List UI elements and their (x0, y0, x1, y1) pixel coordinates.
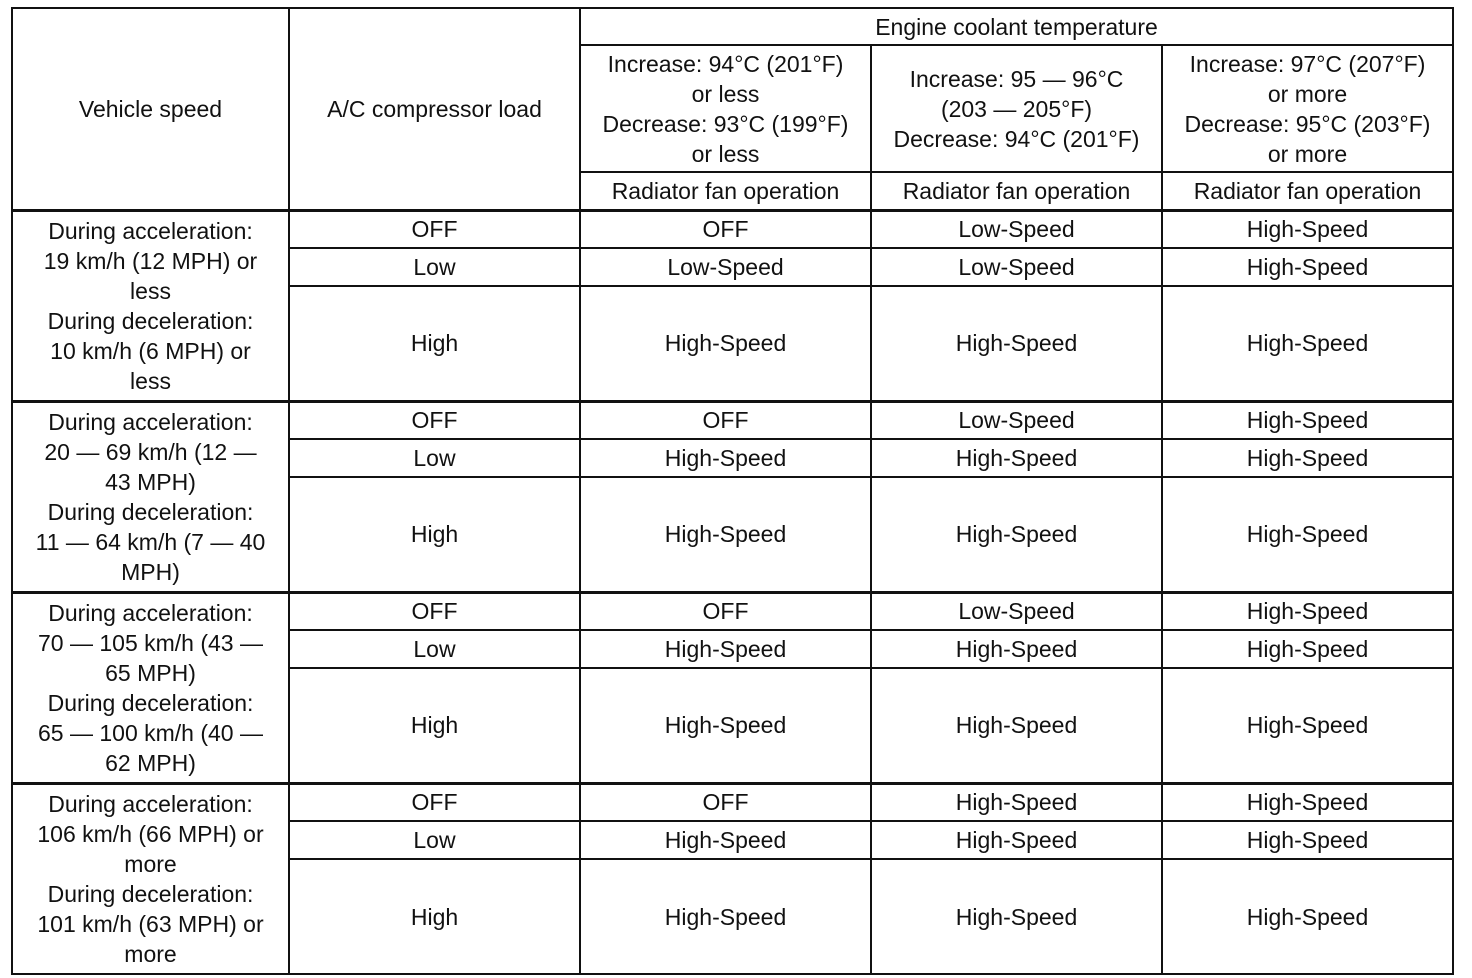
fan-operation-header: Radiator fan operation (580, 172, 871, 210)
fan-operation-header: Radiator fan operation (1162, 172, 1453, 210)
fan-op-cell: High-Speed (1162, 859, 1453, 974)
fan-op-cell: OFF (580, 783, 871, 821)
ac-load-header: A/C compressor load (289, 8, 580, 210)
fan-op-cell: High-Speed (871, 439, 1162, 477)
fan-op-cell: High-Speed (871, 477, 1162, 592)
fan-op-cell: High-Speed (1162, 783, 1453, 821)
ac-load-cell: OFF (289, 210, 580, 248)
table-row (12, 401, 1453, 439)
ac-load-cell: OFF (289, 592, 580, 630)
fan-op-cell: High-Speed (1162, 210, 1453, 248)
temp-range-low: Increase: 94°C (201°F) or less Decrease: 93°C (199°F) or less (580, 45, 871, 172)
fan-op-cell: High-Speed (580, 630, 871, 668)
fan-op-cell: High-Speed (1162, 477, 1453, 592)
fan-op-cell: High-Speed (1162, 439, 1453, 477)
radiator-fan-table (11, 7, 1454, 975)
ac-load-cell: Low (289, 630, 580, 668)
ac-load-cell: High (289, 477, 580, 592)
fan-operation-header: Radiator fan operation (871, 172, 1162, 210)
fan-op-cell: High-Speed (871, 668, 1162, 783)
ac-load-cell: OFF (289, 401, 580, 439)
temp-range-mid: Increase: 95 — 96°C (203 — 205°F) Decrease: 94°C (201°F) (871, 45, 1162, 172)
fan-op-cell: High-Speed (580, 668, 871, 783)
coolant-temp-header: Engine coolant temperature (580, 8, 1453, 45)
fan-op-cell: High-Speed (1162, 401, 1453, 439)
fan-op-cell: Low-Speed (580, 248, 871, 286)
table-header (12, 8, 1453, 210)
table-row (12, 592, 1453, 630)
table-row (12, 210, 1453, 248)
vehicle-speed-cell: During acceleration: 70 — 105 km/h (43 — 65 MPH) During deceleration: 65 — 100 km/h (40 — 62 MPH) (12, 592, 289, 783)
fan-op-cell: High-Speed (580, 286, 871, 401)
ac-load-cell: High (289, 668, 580, 783)
fan-op-cell: Low-Speed (871, 592, 1162, 630)
fan-op-cell: High-Speed (1162, 630, 1453, 668)
fan-op-cell: High-Speed (871, 783, 1162, 821)
fan-op-cell: High-Speed (871, 859, 1162, 974)
fan-op-cell: High-Speed (1162, 821, 1453, 859)
fan-op-cell: High-Speed (1162, 286, 1453, 401)
fan-op-cell: High-Speed (580, 477, 871, 592)
ac-load-cell: Low (289, 821, 580, 859)
fan-op-cell: High-Speed (871, 630, 1162, 668)
ac-load-cell: High (289, 286, 580, 401)
fan-op-cell: High-Speed (1162, 592, 1453, 630)
ac-load-cell: Low (289, 248, 580, 286)
fan-op-cell: High-Speed (871, 286, 1162, 401)
fan-op-cell: High-Speed (580, 859, 871, 974)
fan-op-cell: OFF (580, 592, 871, 630)
header-row (12, 8, 1453, 45)
ac-load-cell: OFF (289, 783, 580, 821)
fan-op-cell: High-Speed (1162, 248, 1453, 286)
vehicle-speed-cell: During acceleration: 106 km/h (66 MPH) or more During deceleration: 101 km/h (63 MPH) or more (12, 783, 289, 974)
fan-op-cell: Low-Speed (871, 248, 1162, 286)
fan-op-cell: OFF (580, 210, 871, 248)
vehicle-speed-cell: During acceleration: 20 — 69 km/h (12 — 43 MPH) During deceleration: 11 — 64 km/h (7 — 40 MPH) (12, 401, 289, 592)
fan-op-cell: Low-Speed (871, 210, 1162, 248)
vehicle-speed-cell: During acceleration: 19 km/h (12 MPH) or less During deceleration: 10 km/h (6 MPH) or less (12, 210, 289, 401)
ac-load-cell: Low (289, 439, 580, 477)
fan-op-cell: High-Speed (580, 439, 871, 477)
fan-op-cell: Low-Speed (871, 401, 1162, 439)
ac-load-cell: High (289, 859, 580, 974)
table-row (12, 783, 1453, 821)
fan-op-cell: High-Speed (580, 821, 871, 859)
fan-op-cell: High-Speed (871, 821, 1162, 859)
table-body (12, 210, 1453, 974)
temp-range-high: Increase: 97°C (207°F) or more Decrease: 95°C (203°F) or more (1162, 45, 1453, 172)
vehicle-speed-header: Vehicle speed (12, 8, 289, 210)
fan-op-cell: OFF (580, 401, 871, 439)
fan-op-cell: High-Speed (1162, 668, 1453, 783)
